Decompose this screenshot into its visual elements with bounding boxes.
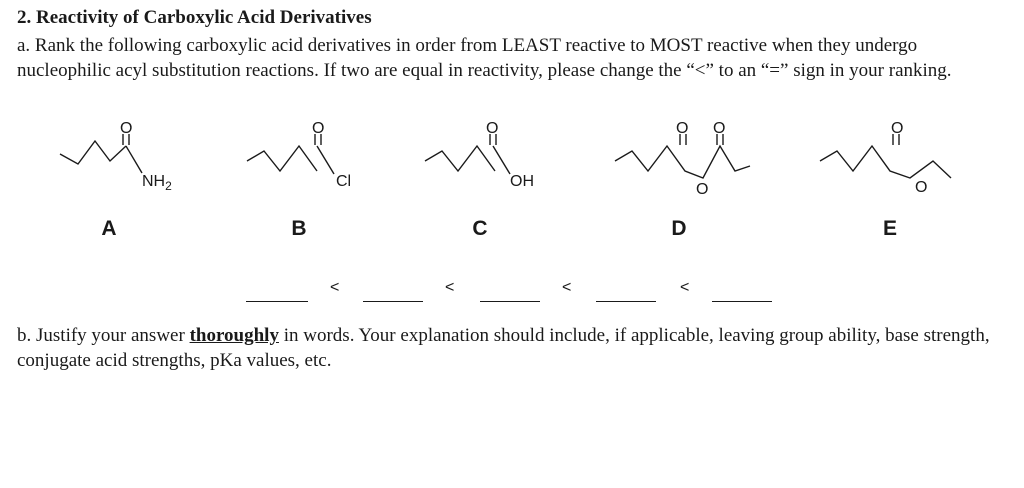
structure-b-oxygen: O [312, 120, 325, 137]
part-b-instructions: b. Justify your answer thoroughly in words. Your explanation should include, if applicable, leaving group ability, base strength, conjugate acid strengths, pKa values, etc. [17, 325, 990, 371]
ranking-symbol-1: < [330, 279, 340, 296]
part-a-instructions: a. Rank the following carboxylic acid derivatives in order from LEAST reactive to MOST reactive when they undergo nucleophilic acyl substitution reactions. If two are equal in reactivity, please change the “<” to an “=” sign in your ranking. [17, 35, 952, 81]
ranking-blank-1[interactable] [246, 301, 308, 302]
structure-a-oxygen: O [120, 120, 133, 137]
ranking-blank-5[interactable] [712, 301, 772, 302]
structure-e-oxygen: O [891, 120, 904, 137]
ranking-symbol-4: < [680, 279, 690, 296]
compound-label-c: C [472, 217, 488, 240]
ranking-blank-3[interactable] [480, 301, 540, 302]
structure-d-oxygen-left: O [676, 120, 689, 137]
ranking-symbol-3: < [562, 279, 572, 296]
compound-label-e: E [882, 217, 897, 240]
compound-label-d: D [671, 217, 687, 240]
structure-c [420, 120, 570, 206]
ranking-blank-4[interactable] [596, 301, 656, 302]
structure-e [815, 120, 975, 206]
ranking-blank-2[interactable] [363, 301, 423, 302]
emphasis-thoroughly: thoroughly [189, 325, 279, 346]
structure-c-hydroxyl-group: OH [510, 173, 534, 190]
ranking-symbol-2: < [445, 279, 455, 296]
structure-b-chloride-group: Cl [336, 173, 352, 190]
compound-label-b: B [291, 217, 307, 240]
structure-c-oxygen: O [486, 120, 499, 137]
structure-d-oxygen-right: O [713, 120, 726, 137]
structure-e-ether-oxygen: O [915, 179, 928, 196]
structure-a-amine-group: $NH_2$ [142, 173, 172, 193]
structure-b [242, 120, 392, 206]
structure-d [610, 120, 770, 206]
question-heading: 2. Reactivity of Carboxylic Acid Derivatives [17, 7, 372, 28]
structure-a [50, 120, 200, 206]
structure-d-bridging-oxygen: O [696, 181, 709, 198]
compound-label-a: A [101, 217, 117, 240]
